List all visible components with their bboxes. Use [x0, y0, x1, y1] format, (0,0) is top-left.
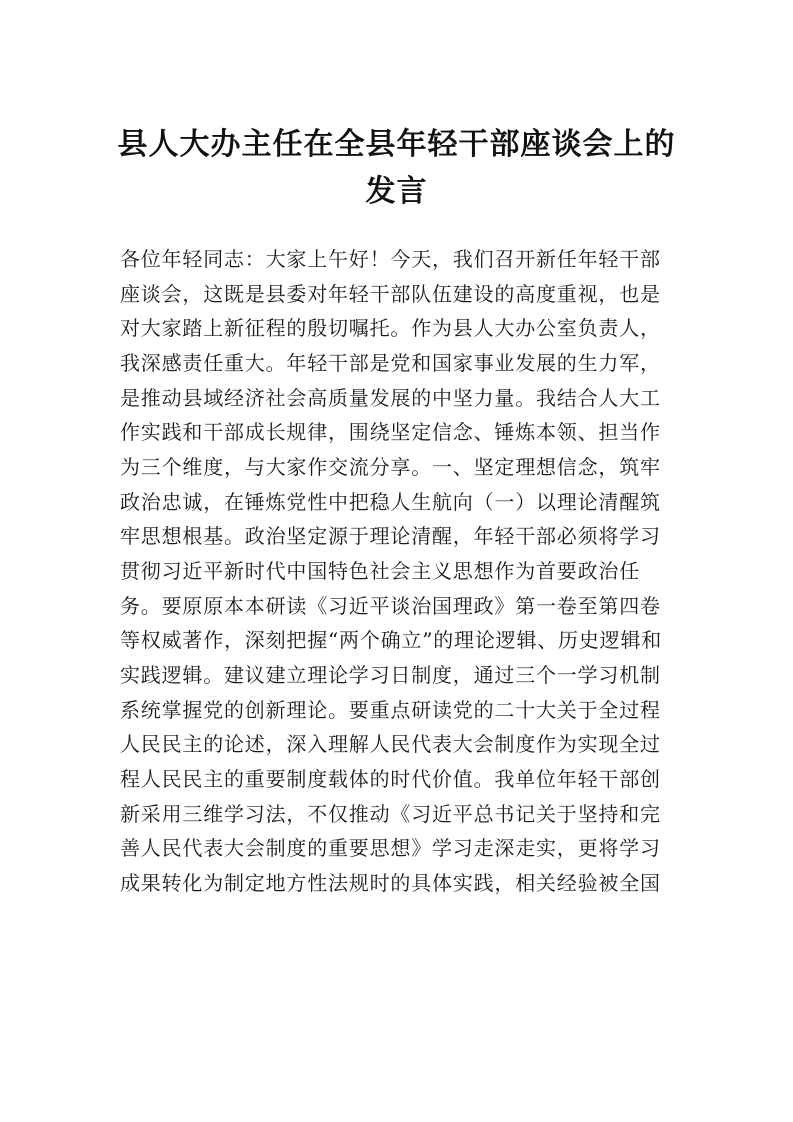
body-line: 实践逻辑。建议建立理论学习日制度，通过三个一学习机制: [120, 662, 661, 687]
body-line: 贯彻习近平新时代中国特色社会主义思想作为首要政治任: [120, 558, 640, 583]
body-line: 我深感责任重大。年轻干部是党和国家事业发展的生力军，: [120, 350, 661, 375]
body-line: 为三个维度，与大家作交流分享。一、坚定理想信念，筑牢: [120, 454, 661, 479]
body-line: 政治忠诚，在锤炼党性中把稳人生航向（一）以理论清醒筑: [120, 489, 661, 514]
document-body: [120, 242, 680, 900]
document-title-line-2: 发言: [365, 174, 428, 209]
body-line: 对大家踏上新征程的殷切嘱托。作为县人大办公室负责人，: [120, 316, 661, 341]
body-line: 是推动县域经济社会高质量发展的中坚力量。我结合人大工: [120, 385, 661, 410]
body-line: 务。要原原本本研读《习近平谈治国理政》第一卷至第四卷: [120, 593, 661, 618]
body-line: 座谈会，这既是县委对年轻干部队伍建设的高度重视，也是: [120, 281, 661, 306]
body-line: 等权威著作，深刻把握“两个确立”的理论逻辑、历史逻辑和: [120, 628, 663, 653]
body-line: 程人民民主的重要制度载体的时代价值。我单位年轻干部创: [120, 766, 661, 791]
body-line: 各位年轻同志：大家上午好！今天，我们召开新任年轻干部: [120, 247, 661, 271]
body-line: 人民民主的论述，深入理解人民代表大会制度作为实现全过: [120, 732, 661, 757]
document-title-line-1: 县人大办主任在全县年轻干部座谈会上的: [117, 127, 676, 162]
body-line: 系统掌握党的创新理论。要重点研读党的二十大关于全过程: [120, 697, 661, 722]
body-line: 新采用三维学习法，不仅推动《习近平总书记关于坚持和完: [120, 801, 661, 826]
body-line: 成果转化为制定地方性法规时的具体实践，相关经验被全国: [120, 870, 661, 895]
body-line: 作实践和干部成长规律，围绕坚定信念、锤炼本领、担当作: [120, 420, 661, 445]
body-line: 牢思想根基。政治坚定源于理论清醒，年轻干部必须将学习: [120, 524, 661, 549]
body-line: 善人民代表大会制度的重要思想》学习走深走实，更将学习: [120, 836, 661, 861]
